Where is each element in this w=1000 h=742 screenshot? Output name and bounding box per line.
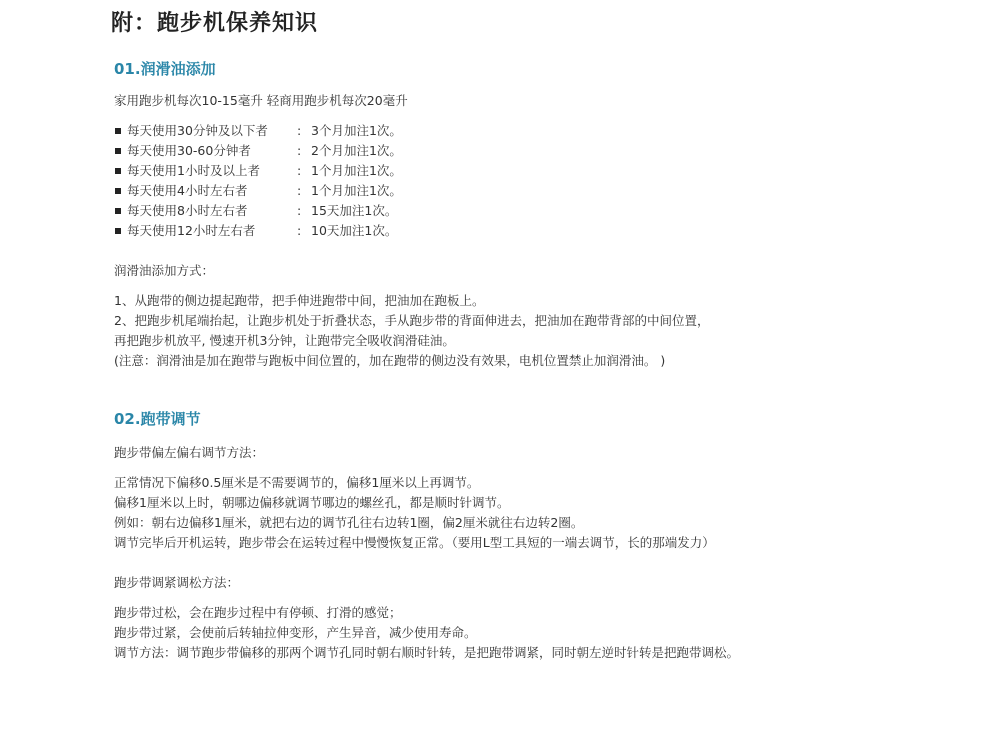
frequency-interval: 3个月加注1次。 xyxy=(311,123,402,138)
method-line: 再把跑步机放平, 慢速开机3分钟，让跑带完全吸收润滑硅油。 xyxy=(114,333,455,348)
bullet-icon xyxy=(115,188,121,194)
frequency-item xyxy=(114,141,402,161)
frequency-condition: 每天使用30-60分钟者 xyxy=(127,143,251,158)
lubrication-amount-text: 家用跑步机每次10-15毫升 轻商用跑步机每次20毫升 xyxy=(114,93,408,108)
frequency-condition: 每天使用4小时左右者 xyxy=(127,183,248,198)
frequency-interval: 15天加注1次。 xyxy=(311,203,398,218)
tension-line: 跑步带过松，会在跑步过程中有停顿、打滑的感觉； xyxy=(114,605,402,620)
colon-separator: : xyxy=(297,163,302,178)
colon-separator: : xyxy=(297,203,302,218)
tension-line: 调节方法：调节跑步带偏移的那两个调节孔同时朝右顺时针转，是把跑带调紧，同时朝左逆时针转是把跑带调松。 xyxy=(114,645,740,660)
section-heading-belt-adjustment: 02.跑带调节 xyxy=(114,410,201,428)
frequency-item xyxy=(114,161,402,181)
bullet-icon xyxy=(115,168,121,174)
page-title: 附：跑步机保养知识 xyxy=(111,11,319,36)
lubrication-method-label: 润滑油添加方式： xyxy=(114,263,215,278)
frequency-item xyxy=(114,181,402,201)
colon-separator: : xyxy=(297,183,302,198)
frequency-interval: 10天加注1次。 xyxy=(311,223,398,238)
frequency-interval: 1个月加注1次。 xyxy=(311,183,402,198)
deviation-line: 正常情况下偏移0.5厘米是不需要调节的，偏移1厘米以上再调节。 xyxy=(114,475,480,490)
frequency-interval: 1个月加注1次。 xyxy=(311,163,402,178)
lubrication-method-steps xyxy=(114,291,709,371)
bullet-icon xyxy=(115,208,121,214)
bullet-icon xyxy=(115,128,121,134)
deviation-method-lines xyxy=(114,473,715,553)
deviation-method-label: 跑步带偏左偏右调节方法： xyxy=(114,445,265,460)
bullet-icon xyxy=(115,228,121,234)
deviation-line: 例如：朝右边偏移1厘米，就把右边的调节孔往右边转1圈，偏2厘米就往右边转2圈。 xyxy=(114,515,584,530)
method-line: 2、把跑步机尾端抬起，让跑步机处于折叠状态，手从跑步带的背面伸进去，把油加在跑带背部的中间位置， xyxy=(114,313,710,328)
tension-method-label: 跑步带调紧调松方法： xyxy=(114,575,240,590)
frequency-item xyxy=(114,201,402,221)
deviation-line: 偏移1厘米以上时，朝哪边偏移就调节哪边的螺丝孔，都是顺时针调节。 xyxy=(114,495,510,510)
frequency-condition: 每天使用8小时左右者 xyxy=(127,203,248,218)
frequency-condition: 每天使用12小时左右者 xyxy=(127,223,256,238)
section-heading-lubrication: 01.润滑油添加 xyxy=(114,60,216,78)
frequency-item xyxy=(114,221,402,241)
frequency-condition: 每天使用30分钟及以下者 xyxy=(127,123,268,138)
tension-method-lines xyxy=(114,603,739,663)
method-line: 1、从跑带的侧边提起跑带，把手伸进跑带中间，把油加在跑板上。 xyxy=(114,293,485,308)
colon-separator: : xyxy=(297,123,302,138)
colon-separator: : xyxy=(297,223,302,238)
frequency-condition: 每天使用1小时及以上者 xyxy=(127,163,260,178)
lubrication-frequency-list xyxy=(114,121,402,241)
method-note: (注意：润滑油是加在跑带与跑板中间位置的，加在跑带的侧边没有效果，电机位置禁止加润滑油。 ) xyxy=(114,353,666,368)
frequency-item xyxy=(114,121,402,141)
frequency-interval: 2个月加注1次。 xyxy=(311,143,402,158)
tension-line: 跑步带过紧，会使前后转轴拉伸变形，产生异音，减少使用寿命。 xyxy=(114,625,477,640)
colon-separator: : xyxy=(297,143,302,158)
bullet-icon xyxy=(115,148,121,154)
deviation-line: 调节完毕后开机运转，跑步带会在运转过程中慢慢恢复正常。（要用L型工具短的一端去调节，长的那端发力） xyxy=(114,535,715,550)
